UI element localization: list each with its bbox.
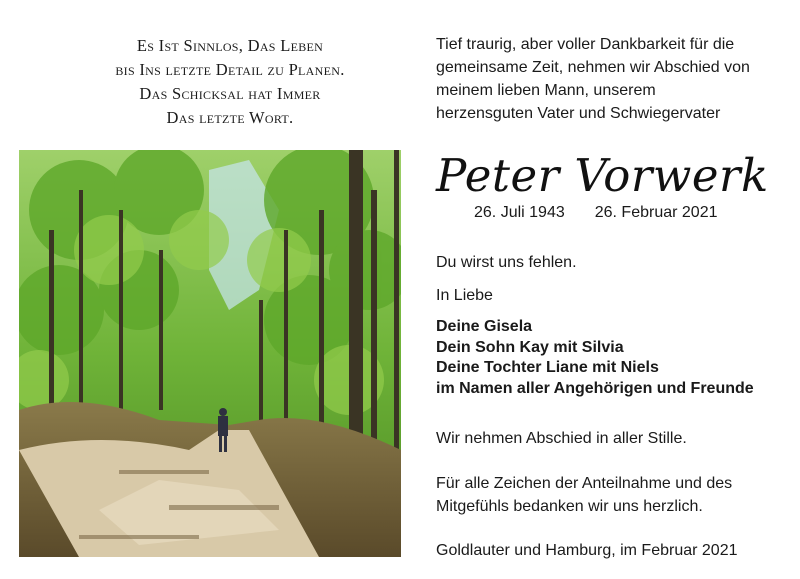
quote-line: Es Ist Sinnlos, Das Leben	[136, 36, 324, 55]
death-date: 26. Februar 2021	[594, 204, 718, 221]
quote-line: Das letzte Wort.	[166, 108, 294, 127]
birth-date: 26. Juli 1943	[474, 204, 565, 221]
intro-line: meinem lieben Mann, unserem	[436, 82, 656, 99]
intro-line: gemeinsame Zeit, nehmen wir Abschied von	[436, 59, 750, 76]
quote-line: bis Ins letzte Detail zu Planen.	[115, 60, 345, 79]
deceased-name: Peter Vorwerk	[436, 149, 769, 202]
family-line: Deine Gisela	[436, 318, 533, 335]
quote-line: Das Schicksal hat Immer	[139, 84, 321, 103]
family-line: Dein Sohn Kay mit Silvia	[436, 339, 624, 356]
missed-text: Du wirst uns fehlen.	[436, 254, 577, 271]
in-love-text: In Liebe	[436, 287, 493, 304]
thanks-line: Für alle Zeichen der Anteilnahme und des	[436, 475, 733, 492]
place-date: Goldlauter und Hamburg, im Februar 2021	[436, 542, 738, 559]
thanks-line: Mitgefühls bedanken wir uns herzlich.	[436, 498, 703, 515]
forest-path-photo	[19, 150, 401, 557]
family-line: im Namen aller Angehörigen und Freunde	[436, 380, 754, 397]
intro-text	[436, 33, 786, 125]
stillness-text: Wir nehmen Abschied in aller Stille.	[436, 430, 687, 447]
family-line: Deine Tochter Liane mit Niels	[436, 359, 659, 376]
memorial-quote	[20, 34, 440, 130]
intro-line: Tief traurig, aber voller Dankbarkeit für die	[436, 36, 735, 53]
life-dates	[474, 203, 717, 223]
intro-line: herzensguten Vater und Schwiegervater	[436, 105, 721, 122]
